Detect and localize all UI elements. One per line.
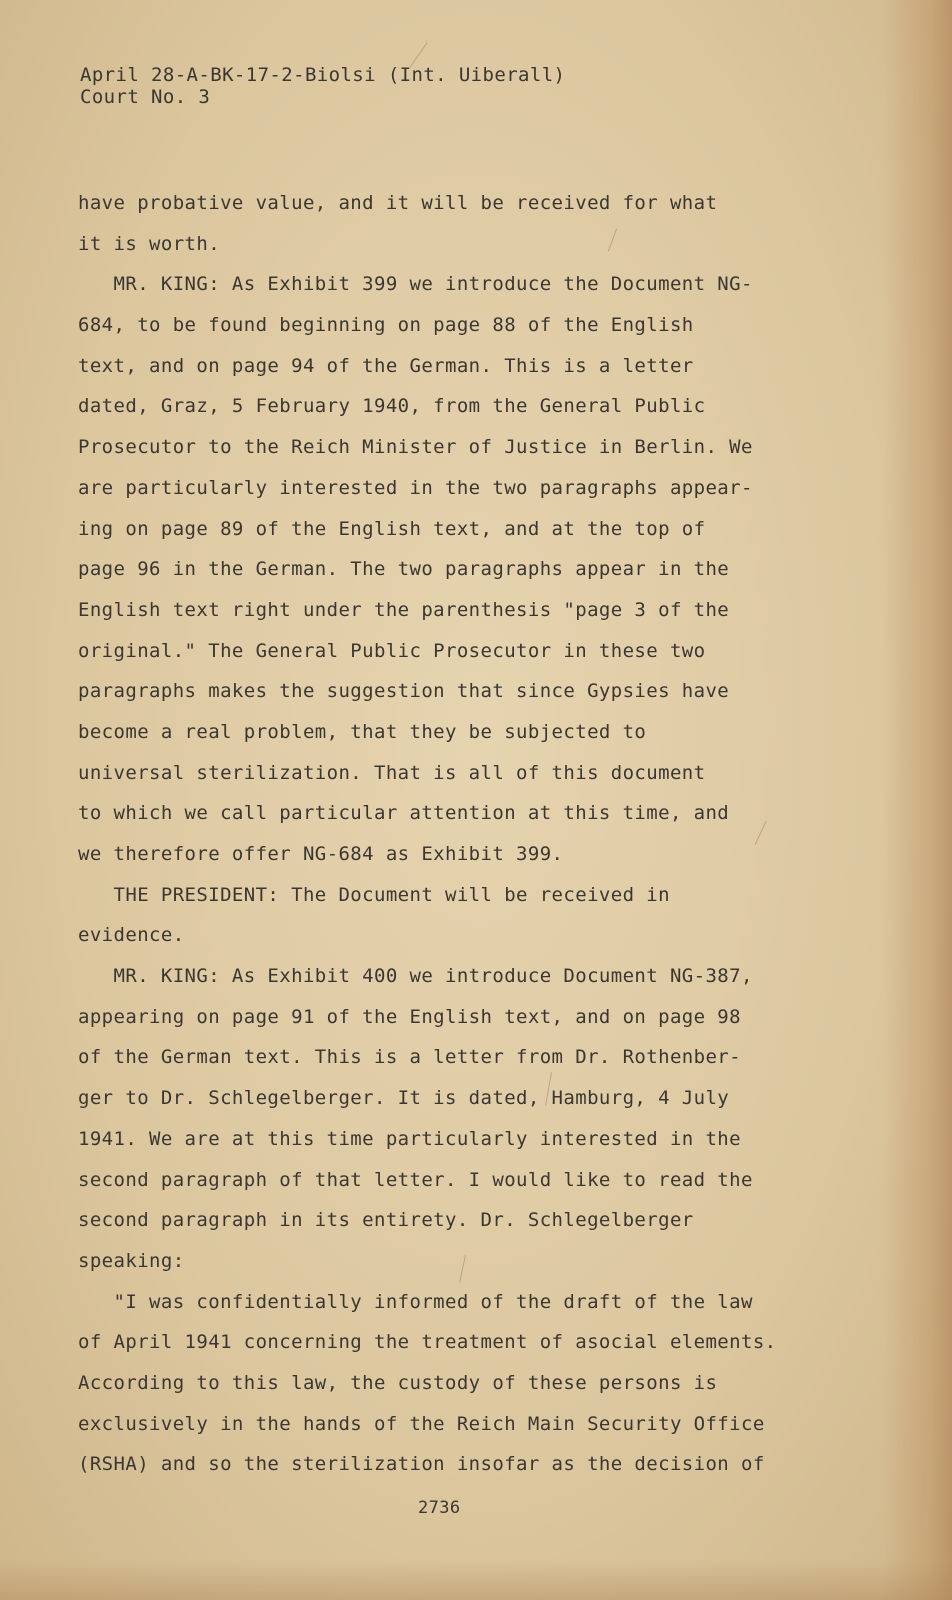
- header-line-2: Court No. 3: [80, 86, 211, 108]
- body-line: to which we call particular attention at this time, and: [78, 802, 730, 825]
- body-line: evidence.: [78, 924, 185, 947]
- body-line: of April 1941 concerning the treatment of asocial elements.: [78, 1331, 777, 1354]
- header-line-1: April 28-A-BK-17-2-Biolsi (Int. Uiberall): [80, 64, 566, 86]
- body-line: 1941. We are at this time particularly interested in the: [78, 1127, 741, 1150]
- body-line: 684, to be found beginning on page 88 of the English: [78, 314, 694, 337]
- body-line: "I was confidentially informed of the draft of the law: [78, 1290, 753, 1313]
- body-line: second paragraph in its entirety. Dr. Schlegelberger: [78, 1209, 694, 1232]
- paper-edge-shading-right: [882, 0, 952, 1600]
- body-line: second paragraph of that letter. I would like to read the: [78, 1168, 753, 1191]
- body-line: According to this law, the custody of these persons is: [78, 1371, 718, 1394]
- body-line: MR. KING: As Exhibit 399 we introduce the Document NG-: [78, 273, 753, 296]
- body-line: ing on page 89 of the English text, and at the top of: [78, 517, 706, 540]
- body-line: become a real problem, that they be subjected to: [78, 720, 647, 743]
- document-header: [80, 64, 565, 108]
- body-line: page 96 in the German. The two paragraphs appear in the: [78, 558, 730, 581]
- body-line: paragraphs makes the suggestion that since Gypsies have: [78, 680, 730, 703]
- page-number: 2736: [418, 1498, 461, 1518]
- body-line: it is worth.: [78, 232, 221, 255]
- body-line: dated, Graz, 5 February 1940, from the General Public: [78, 395, 706, 418]
- document-body: [78, 183, 798, 1485]
- body-line: of the German text. This is a letter from Dr. Rothenber-: [78, 1046, 741, 1069]
- body-line: Prosecutor to the Reich Minister of Justice in Berlin. We: [78, 436, 753, 459]
- body-line: (RSHA) and so the sterilization insofar as the decision of: [78, 1453, 765, 1476]
- body-line: have probative value, and it will be received for what: [78, 192, 718, 214]
- body-line: appearing on page 91 of the English text, and on page 98: [78, 1005, 741, 1028]
- body-line: universal sterilization. That is all of this document: [78, 761, 706, 784]
- body-line: text, and on page 94 of the German. This is a letter: [78, 354, 694, 377]
- body-line: are particularly interested in the two paragraphs appear-: [78, 476, 753, 499]
- paper-edge-shading-bottom: [0, 1560, 952, 1600]
- body-line: MR. KING: As Exhibit 400 we introduce Document NG-387,: [78, 965, 753, 988]
- body-line: speaking:: [78, 1249, 185, 1272]
- body-line: exclusively in the hands of the Reich Main Security Office: [78, 1412, 765, 1435]
- body-line: we therefore offer NG-684 as Exhibit 399.: [78, 843, 564, 865]
- body-line: THE PRESIDENT: The Document will be received in: [78, 883, 670, 906]
- body-line: original." The General Public Prosecutor in these two: [78, 639, 706, 662]
- body-line: English text right under the parenthesis "page 3 of the: [78, 598, 730, 621]
- body-line: ger to Dr. Schlegelberger. It is dated, Hamburg, 4 July: [78, 1087, 730, 1110]
